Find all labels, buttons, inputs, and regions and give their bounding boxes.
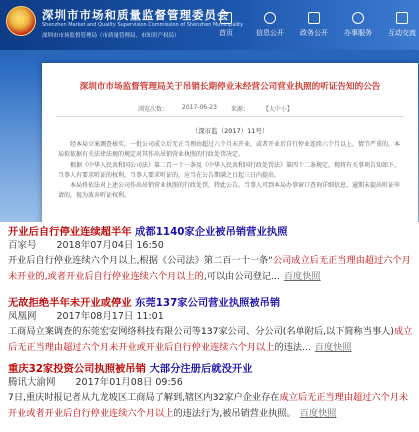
service-icon <box>352 12 364 24</box>
document-meta <box>138 104 293 113</box>
site-links[interactable]: 深圳市市场监督管理局（市质量管理局、市知识产权局） <box>42 33 180 39</box>
document-paragraph: 本局将依法对上述公司作出吊销营业执照的行政处罚，特此公告。当事人可到本局办事窗口查询详细信息，逾期未提出听证申请的，视为放弃听证权利。 <box>58 182 401 200</box>
result-title-rest: 大部分注册后就没开业 <box>145 363 253 375</box>
result-title-highlight: 重庆32家投资公司执照被吊销 <box>8 363 146 375</box>
result-title-link[interactable] <box>8 225 417 239</box>
result-meta <box>8 310 417 324</box>
nav-public[interactable]: 政务公开 <box>296 12 332 38</box>
snippet-highlight: 成立后无正当理由超过六个月未开业或者开业后自行停业连续六个月以上 <box>8 392 409 419</box>
snippet-highlight: 公司成立后无正当理由超过六个月未开业的,或者开业后自行停业连续六个月以上的 <box>8 255 411 282</box>
result-snippet <box>8 324 417 355</box>
nav-home[interactable]: 首页 <box>208 12 244 38</box>
result-source: 腾讯大渝网 <box>8 377 56 388</box>
result-title-highlight: 无故拒绝半年未开业或停业 <box>8 297 132 309</box>
result-date: 2017年01月08日 09:56 <box>75 377 183 388</box>
announcement-document <box>42 63 418 222</box>
snippet-lead: 开业后自行停业连续六个月以上,根据《公司法》第二百一十一条“ <box>8 255 273 266</box>
nav-info[interactable]: 信息公开 <box>252 12 288 38</box>
result-source: 凤凰网 <box>8 311 37 322</box>
document-body <box>58 140 402 202</box>
snippet-highlight: 成立后无正当理由超过六个月未开业或开业后自行停业连续六个月以上 <box>8 326 413 353</box>
result-snippet <box>8 390 417 421</box>
snippet-tail: 的违法行为,被吊销营业执照。 <box>173 407 296 419</box>
divider <box>56 116 404 117</box>
result-snippet <box>8 253 417 284</box>
source-label: 来源： <box>230 106 249 113</box>
home-icon <box>220 12 232 24</box>
cache-link[interactable]: 百度快照 <box>283 270 321 282</box>
result-title-link[interactable] <box>8 296 417 310</box>
site-nav <box>208 12 419 38</box>
result-source: 百家号 <box>8 240 37 251</box>
document-paragraph: 经本局立案调查核实，一批公司成立后无正当理由超过六个月未开业，或者开业后自行停业连续六个月以上，情节严重的，本局拟依据有关法律法规的规定对其作出吊销营业执照的行政处罚决定。 <box>58 141 401 159</box>
document-number: （深市监（2017）11号） <box>191 127 269 135</box>
result-title-highlight: 开业后自行停业连续超半年 <box>8 226 132 238</box>
site-title: 深圳市市场和质量监督管理委员会 <box>42 8 230 22</box>
cache-link[interactable]: 百度快照 <box>314 341 352 353</box>
result-title-rest: 成都1140家企业被吊销营业执照 <box>131 226 288 238</box>
cache-link[interactable]: 百度快照 <box>299 407 337 419</box>
info-icon <box>264 12 276 24</box>
snippet-tail: 的违法... <box>274 341 311 353</box>
national-emblem-icon <box>6 6 36 36</box>
result-date: 2017年08月17日 11:01 <box>56 311 164 322</box>
site-header <box>0 0 419 50</box>
chat-icon <box>396 12 408 24</box>
font-size-control[interactable]: 【大中小】 <box>262 106 293 113</box>
result-title-link[interactable] <box>8 362 417 376</box>
result-meta <box>8 239 417 253</box>
document-icon <box>308 12 320 24</box>
search-results <box>4 222 419 432</box>
search-result <box>8 296 417 355</box>
snippet-tail: ,可以由公司登记... <box>203 270 280 282</box>
result-date: 2018年07月04日 16:50 <box>56 240 164 251</box>
nav-interact[interactable]: 互动交流 <box>384 12 419 38</box>
result-meta <box>8 376 417 390</box>
views-label: 浏览次数： <box>138 106 169 113</box>
search-result <box>8 362 417 421</box>
publish-date: 2017-06-23 <box>182 104 217 111</box>
site-subtitle: Shenzhen Market and Quality Supervision Commission of Shenzhen Municipality <box>42 22 244 28</box>
search-result <box>8 225 417 284</box>
nav-service[interactable]: 办事服务 <box>340 12 376 38</box>
result-title-rest: 东莞137家公司营业执照被吊销 <box>131 297 281 309</box>
document-paragraph: 根据《中华人民共和国公司法》第二百一十一条及《中华人民共和国行政处罚法》第四十二条规定，现将有关事项告知如下，当事人有要求听证的权利，当事人要求听证的，应当在公告期满之日起三日内提出。 <box>58 161 401 179</box>
document-title: 深圳市市场监督管理局关于吊销长期停业未经营公司营业执照的听证告知的公告 <box>79 82 381 92</box>
snippet-lead: 工商局立案调查的东莞宏安网络科技有限公司等137家公司、分公司(名单附后,以下简称当事人) <box>8 326 394 337</box>
snippet-lead: 7日,重庆时报记者从九龙坡区工商局了解到,辖区内32家户企业存在 <box>8 392 280 403</box>
